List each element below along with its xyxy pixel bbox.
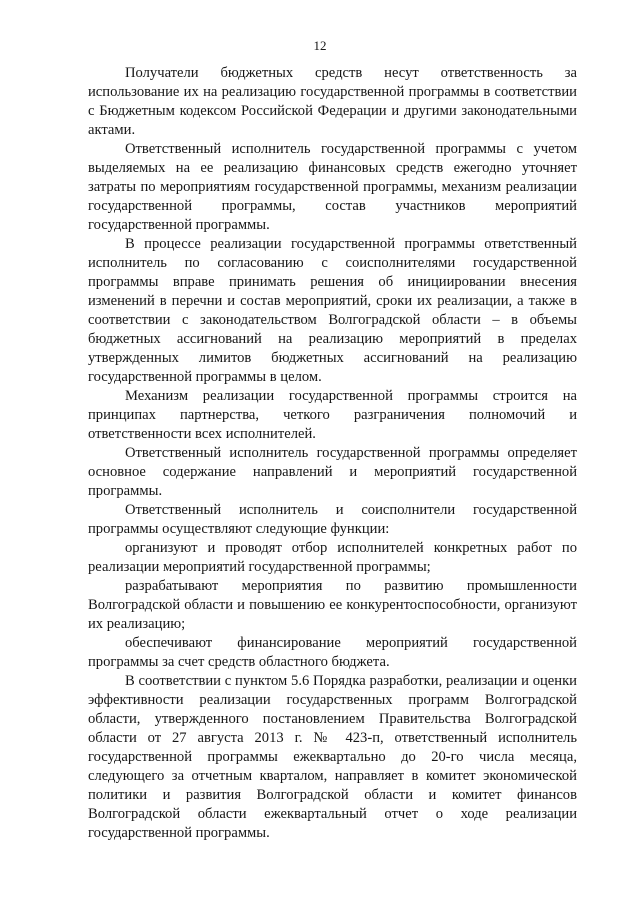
paragraph-budget-recipients: Получатели бюджетных средств несут ответственность за использование их на реализацию государственной программы в соответствии с Бюджетным кодексом Российской Федерации и другими законодательными актами. (88, 65, 577, 138)
paragraph-annual-refinement: Ответственный исполнитель государственной программы с учетом выделяемых на ее реализацию финансовых средств ежегодно уточняет затраты по мероприятиям государственной программы, механизм реализации государственной программы, состав участников мероприятий государственной программы. (88, 141, 577, 233)
list-item-financing: обеспечивают финансирование мероприятий государственной программы за счет средств областного бюджета. (88, 635, 577, 670)
paragraph-main-content: Ответственный исполнитель государственной программы определяет основное содержание направлений и мероприятий государственной программы. (88, 445, 577, 499)
paragraph-quarterly-report: В соответствии с пунктом 5.6 Порядка разработки, реализации и оценки эффективности реализации государственных программ Волгоградской области, утвержденного постановлением Правительства Волгоградской области от 27 августа 2013 г. № 423-п, ответственный исполнитель государственной программы ежеквартально до 20-го числа месяца, следующего за отчетным кварталом, направляет в комитет экономической политики и развития Волгоградской области и комитет финансов Волгоградской области ежеквартальный отчет о ходе реализации государственной программы. (88, 673, 577, 841)
paragraph-implementation-mechanism: Механизм реализации государственной программы строится на принципах партнерства, четкого разграничения полномочий и ответственности всех исполнителей. (88, 388, 577, 442)
page-number: 12 (313, 38, 327, 53)
list-item-contractor-selection: организуют и проводят отбор исполнителей конкретных работ по реализации мероприятий государственной программы; (88, 540, 577, 575)
paragraph-program-changes: В процессе реализации государственной программы ответственный исполнитель по согласованию с соисполнителями государственной программы вправе принимать решения об инициировании внесения изменений в перечни и состав мероприятий, сроки их реализации, а также в соответствии с законодательством Волгоградской области – в объемы бюджетных ассигнований на реализацию мероприятий в пределах утвержденных лимитов бюджетных ассигнований на реализацию государственной программы в целом. (88, 236, 577, 385)
list-item-industry-development: разрабатывают мероприятия по развитию промышленности Волгоградской области и повышению ее конкурентоспособности, организуют их реализацию; (88, 578, 577, 632)
document-body (88, 64, 577, 843)
paragraph-functions-intro: Ответственный исполнитель и соисполнители государственной программы осуществляют следующие функции: (88, 502, 577, 537)
